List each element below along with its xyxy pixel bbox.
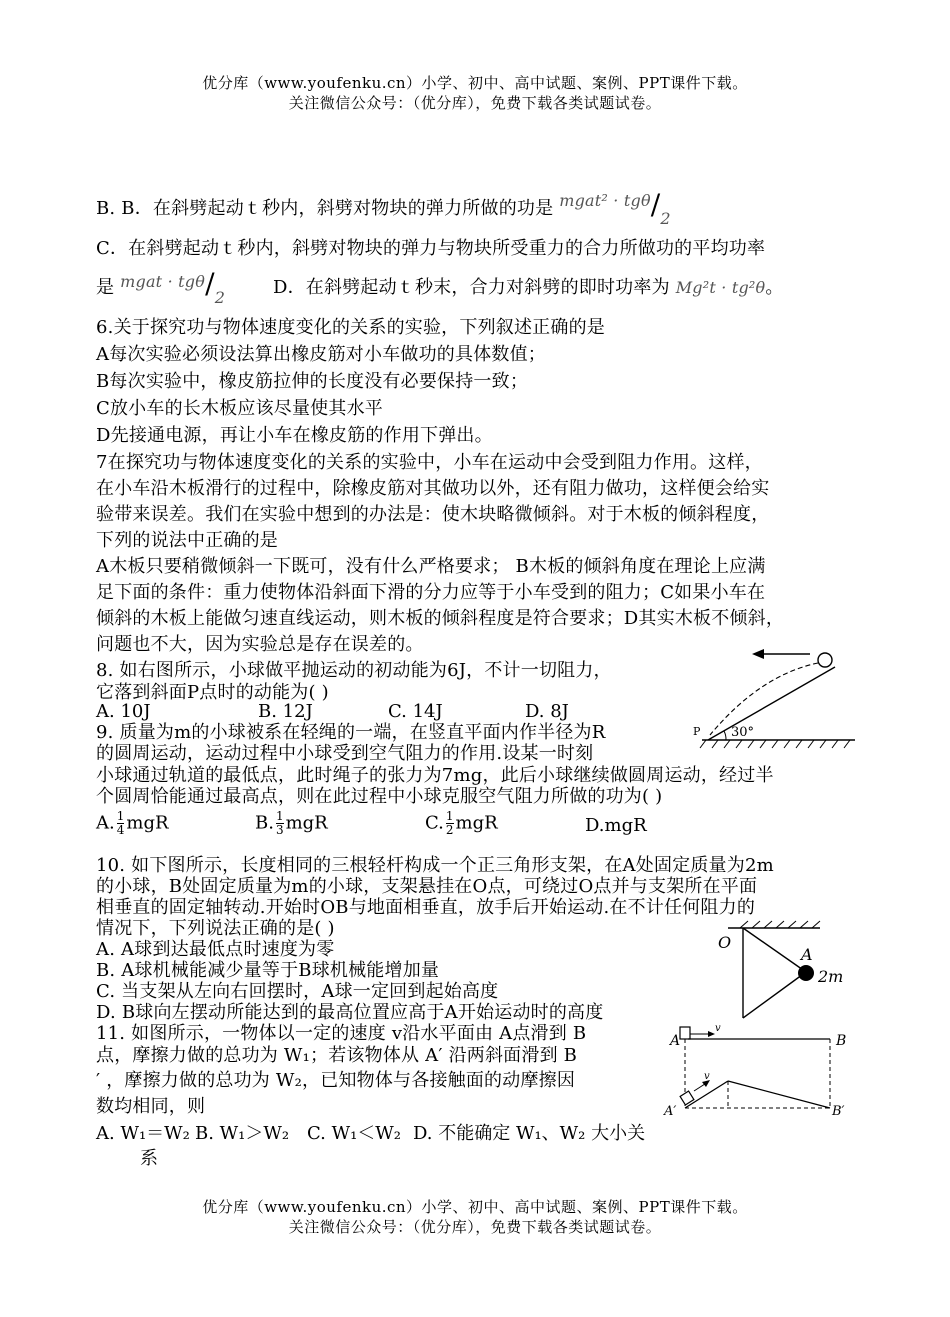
q10-line: 10. 如下图所示，长度相同的三根轻杆构成一个正三角形支架，在A处固定质量为2m [96,855,774,876]
q10-line: 情况下，下列说法正确的是( ) [96,918,335,939]
q7-line: 倾斜的木板上能做匀速直线运动，则木板的倾斜程度是符合要求；D其实木板不倾斜， [96,608,785,629]
q8-option-c: C. 14J [388,701,443,722]
q5-option-d-formula: Mg²t · tg²θ [675,278,766,297]
q10-label-o: O [718,933,732,952]
q8-trajectory [710,663,818,735]
q7-line: 7在探究功与物体速度变化的关系的实验中，小车在运动中会受到阻力作用。这样， [96,452,763,473]
q5-option-b-denominator: 2 [660,209,671,228]
q8-option-a: A. 10J [96,701,151,722]
q6-option-a: A每次实验必须设法算出橡皮筋对小车做功的具体数值； [96,344,546,365]
q10-line: 相垂直的固定轴转动.开始时OB与地面相垂直，放手后开始运动.在不计任何阻力的 [96,897,756,918]
q5-option-b [96,188,671,228]
q5-option-d-text: D．在斜劈起动ｔ秒末，合力对斜劈的即时功率为 [272,277,670,298]
q7-line: 在小车沿木板滑行的过程中，除橡皮筋对其做功以外，还有阻力做功，这样便会给实 [96,478,770,499]
q10-label-a: A [801,945,813,964]
q5-option-b-slash: / [650,188,661,221]
q8-option-d: D. 8J [525,701,569,722]
q10-option-b: B. A球机械能减少量等于B球机械能增加量 [96,960,440,981]
q11-label-v-top: v [715,1023,721,1034]
q9-option-c: C. $\frac{1}{2}$ mgR [425,809,498,837]
q9-option-a: A. $\frac{1}{4}$ mgR [96,809,169,837]
q10-figure [710,920,860,1020]
q5-option-b-text: B. B．在斜劈起动ｔ秒内，斜劈对物块的弹力所做的功是 [96,198,554,219]
q7-line: 足下面的条件：重力使物体沿斜面下滑的分力应等于小车受到的阻力；C如果小车在 [96,582,766,603]
q11-block-top [680,1027,690,1039]
q11-label-a2: A′ [664,1104,677,1119]
page-header-line1: 优分库（www.youfenku.cn）小学、初中、高中试题、案例、PPT课件下载。 [202,74,748,92]
q6-option-c: C放小车的长木板应该尽量使其水平 [96,398,383,419]
q10-option-d: D. B球向左摆动所能达到的最高位置应高于A开始运动时的高度 [96,1002,604,1023]
q6-option-b: B每次实验中，橡皮筋拉伸的长度没有必要保持一致； [96,371,529,392]
q11-option-d-tail: 系 [140,1148,158,1169]
q10-rod-ab [743,972,806,1018]
q8-ball [818,653,832,667]
q6-stem: 6.关于探究功与物体速度变化的关系的实验，下列叙述正确的是 [96,317,605,338]
q9-line: 的圆周运动，运动过程中小球受到空气阻力的作用.设某一时刻 [96,743,594,764]
q8-angle-label: 30° [731,725,755,740]
q9-line: 个圆周恰能通过最高点，则在此过程中小球克服空气阻力所做的功为( ) [96,786,663,807]
q8-point-p-label: P [693,725,701,738]
q8-figure [690,645,890,750]
q8-arrowhead [752,649,764,659]
q8-angle-arc [724,731,726,740]
q11-slope-right [728,1081,830,1108]
q10-label-mass: 2m [818,967,844,986]
q11-line: ′ ，摩擦力做的总功为 W₂，已知物体与各接触面的动摩擦因 [96,1070,576,1091]
q10-option-a: A. A球到达最低点时速度为零 [96,939,335,960]
q8-line1: 8. 如右图所示，小球做平抛运动的初动能为6J，不计一切阻力， [96,660,612,681]
q8-incline [708,667,835,740]
q11-line: 数均相同，则 [96,1096,206,1117]
q11-option-b: B. W₁＞W₂ [195,1123,290,1144]
q9-line: 9. 质量为m的小球被系在轻绳的一端，在竖直平面内作半径为R [96,722,606,743]
q11-line: 点，摩擦力做的总功为 W₁；若该物体从 A′ 沿两斜面滑到 B [96,1045,578,1066]
q10-option-c: C. 当支架从左向右回摆时，A球一定回到起始高度 [96,981,499,1002]
q11-label-v-slope: v [704,1071,710,1082]
q11-block-slope [680,1091,694,1105]
q11-option-d: D. 不能确定 W₁、W₂ 大小关 [413,1123,646,1144]
q5-option-d-end: 。 [765,277,784,298]
q10-rod-oa [743,928,806,972]
q5-option-c-denominator: 2 [214,288,226,307]
q11-label-a: A [670,1033,681,1049]
q7-line: 问题也不大，因为实验总是存在误差的。 [96,634,424,655]
q8-line2: 它落到斜面P点时的动能为( ) [96,682,329,703]
q11-option-a: A. W₁＝W₂ [96,1123,190,1144]
q11-figure [660,1015,860,1120]
q11-label-b2: B′ [832,1104,845,1119]
q8-option-b: B. 12J [258,701,313,722]
q5-option-c-slash: / [205,267,215,300]
q9-option-d: D.mgR [585,815,647,836]
q10-ceiling-hatching [740,921,820,928]
q10-line: 的小球，B处固定质量为m的小球，支架悬挂在O点，可绕过O点并与支架所在平面 [96,876,758,897]
page-footer-line1: 优分库（www.youfenku.cn）小学、初中、高中试题、案例、PPT课件下载。 [202,1198,748,1216]
page-footer-line2: 关注微信公众号：（优分库），免费下载各类试题试卷。 [288,1218,662,1236]
q9-line: 小球通过轨道的最低点，此时绳子的张力为7mg，此后小球继续做圆周运动，经过半 [96,765,774,786]
page-header-line2: 关注微信公众号：（优分库），免费下载各类试题试卷。 [288,94,662,112]
q5-option-c-line1: C．在斜劈起动ｔ秒内，斜劈对物块的弹力与物块所受重力的合力所做功的平均功率 [96,238,766,259]
q7-line: A木板只要稍微倾斜一下既可，没有什么严格要求； B木板的倾斜角度在理论上应满 [96,556,766,577]
q8-ground-hatching [700,740,850,748]
q6-option-d: D先接通电源，再让小车在橡皮筋的作用下弹出。 [96,425,493,446]
q11-option-c: C. W₁＜W₂ [307,1123,402,1144]
q9-option-b: B. $\frac{1}{3}$ mgR [255,809,328,837]
q11-arrowhead-top [708,1031,715,1037]
q5-option-c-formula: mgat · tgθ [120,272,206,291]
q10-ball-a [798,965,814,981]
q5-option-c-line2 [96,267,784,307]
q5-option-b-formula: mgat² · tgθ [559,191,651,210]
q5-option-c-prefix: 是 [96,277,115,298]
q11-label-b: B [836,1033,847,1049]
q11-line: 11. 如图所示，一物体以一定的速度 v沿水平面由 A点滑到 B [96,1023,587,1044]
q7-line: 下列的说法中正确的是 [96,530,278,551]
q7-line: 验带来误差。我们在实验中想到的办法是：使木块略微倾斜。对于木板的倾斜程度， [96,504,770,525]
